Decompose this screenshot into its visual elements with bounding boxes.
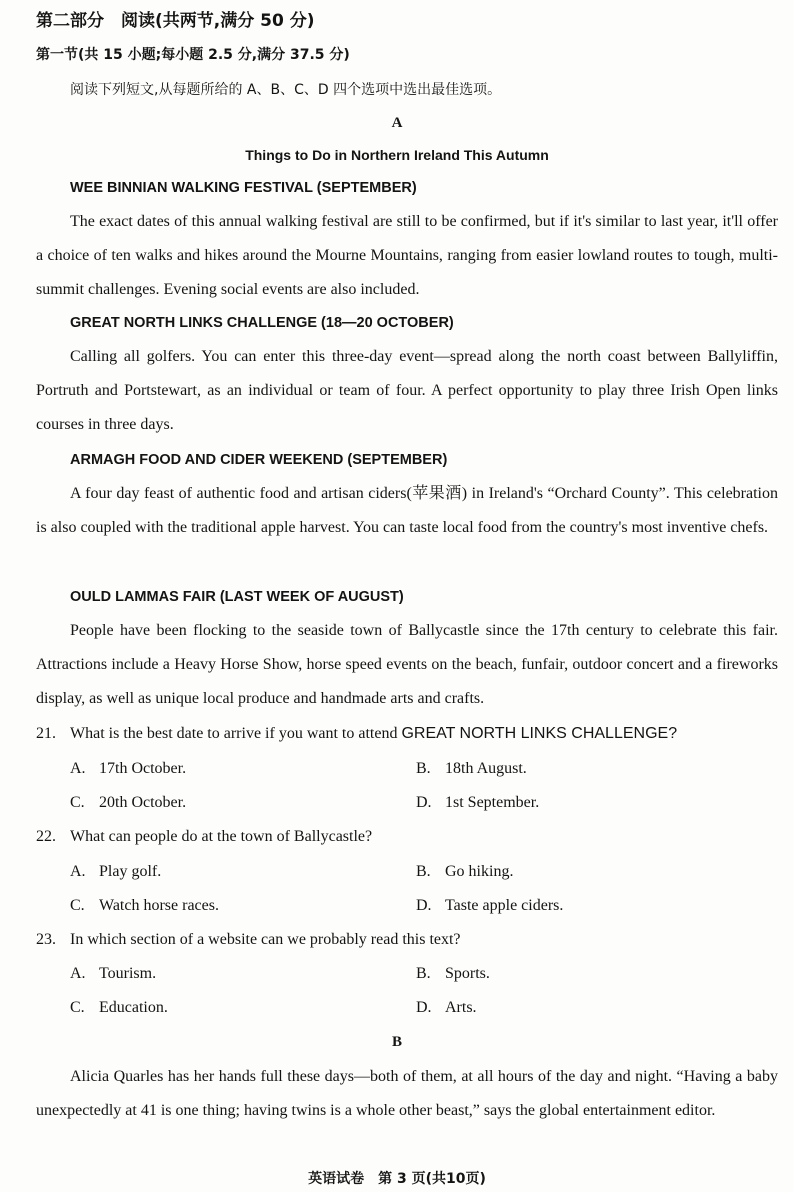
page-footer: 英语试卷 第 3 页(共10页)	[308, 1171, 486, 1187]
option-text: 18th August.	[445, 760, 527, 777]
option-text: Play golf.	[99, 863, 162, 880]
option-23-d[interactable]	[416, 999, 477, 1017]
question-23	[36, 931, 461, 949]
passage-b-letter: B	[391, 1034, 402, 1050]
option-label: A.	[70, 965, 86, 982]
question-number: 23.	[36, 931, 56, 948]
passage-a-letter: A	[391, 115, 403, 131]
option-label: D.	[416, 794, 432, 811]
part-title: 第二部分 阅读(共两节,满分 50 分)	[36, 11, 315, 31]
option-label: D.	[416, 897, 432, 914]
option-23-c[interactable]	[70, 999, 168, 1017]
section-heading: ARMAGH FOOD AND CIDER WEEKEND (SEPTEMBER)	[70, 452, 448, 468]
section-heading: GREAT NORTH LINKS CHALLENGE (18—20 OCTOBER)	[70, 315, 454, 331]
section-body: A four day feast of authentic food and artisan ciders(苹果酒) in Ireland's “Orchard County”. This celebration is also coupled with the traditional apple harvest. You can taste local food from the country's most inventive chefs.	[36, 485, 778, 536]
option-text: Sports.	[445, 965, 490, 982]
option-text: Arts.	[445, 999, 477, 1016]
section-body: Calling all golfers. You can enter this three-day event—spread along the north coast between Ballyliffin, Portruth and Portstewart, as an individual or team of four. A perfect opportunity to play three Irish Open links courses in three days.	[36, 348, 778, 433]
option-label: A.	[70, 863, 86, 880]
question-stem: What can people do at the town of Ballycastle?	[70, 828, 373, 845]
option-label: C.	[70, 999, 85, 1016]
option-label: B.	[416, 965, 431, 982]
section-body: People have been flocking to the seaside town of Ballycastle since the 17th century to celebrate this fair. Attractions include a Heavy Horse Show, horse speed events on the beach, funfair, outdoor concert and a fireworks display, as well as unique local produce and handmade arts and crafts.	[36, 622, 778, 707]
option-text: Watch horse races.	[99, 897, 219, 914]
option-label: A.	[70, 760, 86, 777]
option-text: 1st September.	[445, 794, 540, 811]
passage-b-body: Alicia Quarles has her hands full these days—both of them, at all hours of the day and night. “Having a baby unexpectedly at 41 is one thing; having twins is a whole other beast,” says the global entertainment editor.	[36, 1068, 778, 1119]
option-text: Go hiking.	[445, 863, 514, 880]
option-label: C.	[70, 794, 85, 811]
option-22-c[interactable]	[70, 897, 219, 915]
option-text: Education.	[99, 999, 168, 1016]
section-heading: WEE BINNIAN WALKING FESTIVAL (SEPTEMBER)	[70, 180, 417, 196]
option-label: C.	[70, 897, 85, 914]
option-21-d[interactable]	[416, 794, 539, 812]
option-21-c[interactable]	[70, 794, 186, 812]
section-title: 第一节(共 15 小题;每小题 2.5 分,满分 37.5 分)	[36, 47, 350, 63]
option-text: Tourism.	[99, 965, 157, 982]
option-22-d[interactable]	[416, 897, 563, 915]
question-22	[36, 828, 372, 846]
passage-a-title: Things to Do in Northern Ireland This Autumn	[245, 147, 549, 163]
option-23-a[interactable]	[70, 965, 156, 983]
question-number: 22.	[36, 828, 56, 845]
question-stem: In which section of a website can we probably read this text?	[70, 931, 461, 948]
option-22-a[interactable]	[70, 863, 161, 881]
question-stem: What is the best date to arrive if you want to attend	[70, 725, 402, 742]
option-label: B.	[416, 760, 431, 777]
section-body: The exact dates of this annual walking festival are still to be confirmed, but if it's similar to last year, it'll offer a choice of ten walks and hikes around the Mourne Mountains, ranging from easier lowland routes to tough, multi-summit challenges. Evening social events are also included.	[36, 213, 778, 298]
option-label: D.	[416, 999, 432, 1016]
option-label: B.	[416, 863, 431, 880]
instructions: 阅读下列短文,从每题所给的 A、B、C、D 四个选项中选出最佳选项。	[70, 82, 502, 98]
section-heading: OULD LAMMAS FAIR (LAST WEEK OF AUGUST)	[70, 589, 404, 605]
option-text: 20th October.	[99, 794, 187, 811]
option-21-b[interactable]	[416, 760, 527, 778]
option-text: 17th October.	[99, 760, 187, 777]
question-21	[36, 725, 677, 743]
question-stem-emphasis: GREAT NORTH LINKS CHALLENGE?	[401, 725, 678, 742]
option-22-b[interactable]	[416, 863, 513, 881]
option-23-b[interactable]	[416, 965, 490, 983]
question-number: 21.	[36, 725, 56, 742]
option-text: Taste apple ciders.	[445, 897, 564, 914]
option-21-a[interactable]	[70, 760, 186, 778]
